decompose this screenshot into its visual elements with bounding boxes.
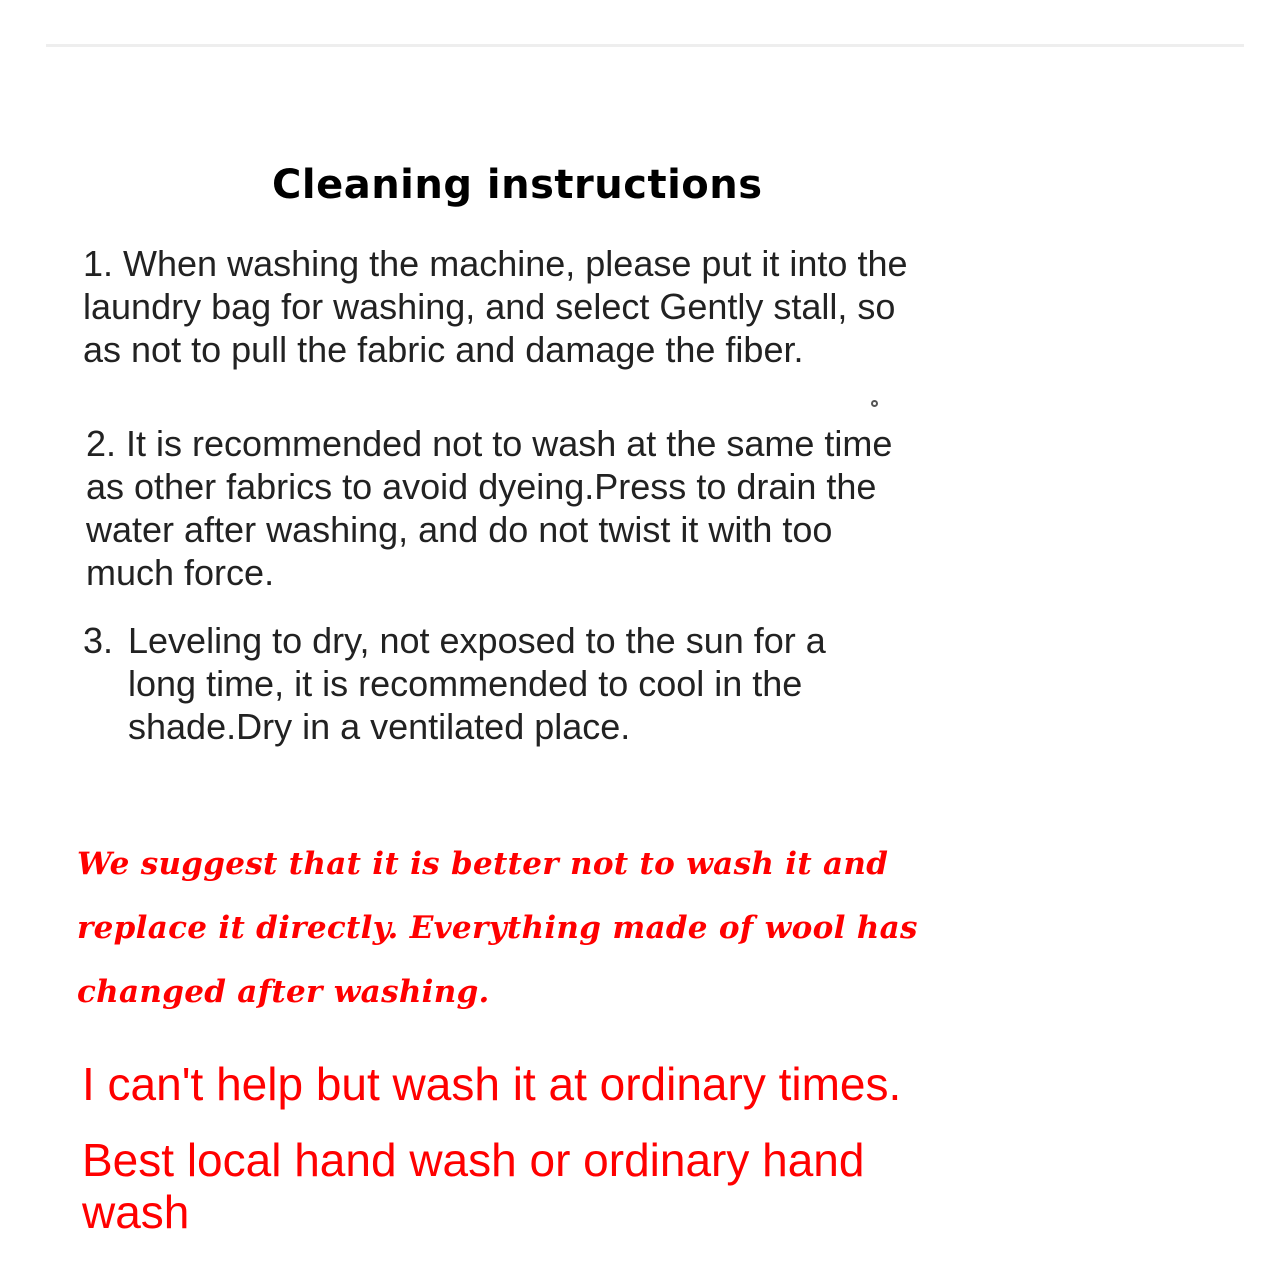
- instruction-3: [83, 619, 1043, 748]
- instruction-3-text: Leveling to dry, not exposed to the sun for a long time, it is recommended to cool in the shade.Dry in a ventilated place.: [128, 620, 826, 747]
- handwritten-suggestion: We suggest that it is better not to wash it and replace it directly. Everything made of wool has changed after washing.: [77, 846, 918, 1010]
- instruction-2: 2. It is recommended not to wash at the same time as other fabrics to avoid dyeing.Press to drain the water after washing, and do not twist it with too much force.: [86, 423, 893, 593]
- red-note-hand-wash: Best local hand wash or ordinary hand wash: [82, 1134, 865, 1238]
- red-note-ordinary-wash: I can't help but wash it at ordinary times.: [82, 1058, 902, 1110]
- small-circle-mark: [871, 400, 878, 407]
- instruction-3-number: 3.: [83, 620, 114, 661]
- instruction-1: 1. When washing the machine, please put it into the laundry bag for washing, and select Gently stall, so as not to pull the fabric and damage the fiber.: [83, 243, 908, 370]
- page-title: Cleaning instructions: [272, 162, 763, 208]
- top-divider: [46, 44, 1244, 47]
